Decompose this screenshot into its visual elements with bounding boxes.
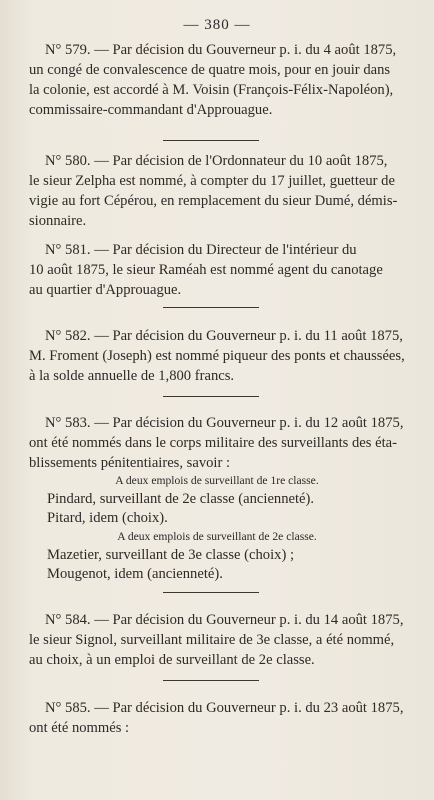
text-line: N° 580. — Par décision de l'Ordonnateur du 10 août 1875, (45, 153, 388, 169)
decision-584 (29, 610, 413, 670)
decision-581 (29, 240, 413, 300)
text-line: la colonie, est accordé à M. Voisin (François-Félix-Napoléon), (29, 82, 394, 98)
appointment-entry: Pindard, surveillant de 2e classe (ancienneté). (47, 491, 315, 507)
text-line: N° 583. — Par décision du Gouverneur p. i. du 12 août 1875, (45, 415, 404, 431)
page-number: — 380 — (183, 17, 251, 33)
text-line: N° 579. — Par décision du Gouverneur p. i. du 4 août 1875, (45, 42, 397, 58)
decision-585 (29, 698, 413, 738)
appointment-entry: Mazetier, surveillant de 3e classe (choix) ; (47, 547, 295, 563)
text-line: N° 582. — Par décision du Gouverneur p. i. du 11 août 1875, (45, 328, 403, 344)
appointment-heading: A deux emplois de surveillant de 2e classe. (117, 530, 317, 543)
text-line: à la solde annuelle de 1,800 francs. (29, 368, 235, 384)
text-line: N° 585. — Par décision du Gouverneur p. i. du 23 août 1875, (45, 700, 404, 716)
appointment-entry: Pitard, idem (choix). (47, 510, 168, 526)
separator-rule (163, 680, 259, 681)
text-line: blissements pénitentiaires, savoir : (29, 455, 231, 471)
decision-582 (29, 326, 413, 386)
decision-579 (29, 40, 413, 120)
separator-rule (163, 396, 259, 397)
decision-583 (29, 413, 413, 473)
text-line: au quartier d'Approuague. (29, 282, 182, 298)
separator-rule (163, 307, 259, 308)
text-line: sionnaire. (29, 213, 87, 229)
decision-580 (29, 151, 413, 231)
text-line: vigie au fort Cépérou, en remplacement du sieur Dumé, démis- (29, 193, 398, 209)
text-line: ont été nommés : (29, 720, 130, 736)
appointment-entry: Mougenot, idem (ancienneté). (47, 566, 223, 582)
text-line: N° 584. — Par décision du Gouverneur p. i. du 14 août 1875, (45, 612, 404, 628)
text-line: N° 581. — Par décision du Directeur de l'intérieur du (45, 242, 357, 258)
text-line: un congé de convalescence de quatre mois, pour en jouir dans (29, 62, 391, 78)
text-line: le sieur Signol, surveillant militaire de 3e classe, a été nommé, (29, 632, 395, 648)
text-line: au choix, à un emploi de surveillant de 2e classe. (29, 652, 315, 668)
text-line: 10 août 1875, le sieur Raméah est nommé agent du canotage (29, 262, 383, 278)
separator-rule (163, 592, 259, 593)
separator-rule (163, 140, 259, 141)
text-line: commissaire-commandant d'Approuague. (29, 102, 273, 118)
appointment-heading: A deux emplois de surveillant de 1re classe. (115, 474, 319, 487)
text-line: ont été nommés dans le corps militaire des surveillants des éta- (29, 435, 397, 451)
text-line: le sieur Zelpha est nommé, à compter du 17 juillet, guetteur de (29, 173, 395, 189)
text-line: M. Froment (Joseph) est nommé piqueur des ponts et chaussées, (29, 348, 405, 364)
